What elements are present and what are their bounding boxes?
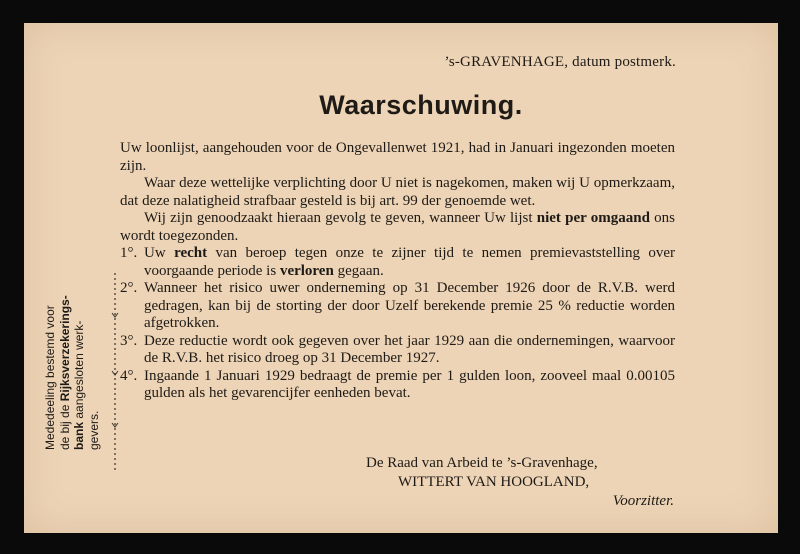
paragraph-3-bold: niet per omgaand xyxy=(536,210,650,226)
perforation-line xyxy=(111,273,119,471)
paragraph-1: Uw loonlijst, aangehouden voor de Ongevallenwet 1921, had in Januari ingezonden moeten zijn. xyxy=(120,140,675,174)
side-note-line-3 xyxy=(72,280,87,450)
list-item xyxy=(120,245,675,280)
side-note-line-2 xyxy=(58,280,73,450)
list-item-text: Ingaande 1 Januari 1929 bedraagt de premie per 1 gulden loon, zooveel maal 0.00105 gulden als het gevarencijfer eenheden bevat. xyxy=(144,367,675,401)
paragraph-3-text: Wij zijn genoodzaakt hieraan gevolg te geven, wanneer Uw lijst xyxy=(144,210,537,226)
notice-title: Waarschuwing. xyxy=(319,90,523,120)
side-note xyxy=(43,280,113,450)
paragraph-3 xyxy=(120,210,675,245)
signature-role: Voorzitter. xyxy=(612,493,674,509)
list-item-text-part: gegaan. xyxy=(333,262,384,279)
notice-card xyxy=(24,23,778,533)
list-item-number: 3°. xyxy=(120,332,138,349)
side-note-line-4: gevers. xyxy=(86,410,101,450)
list-item-number: 1°. xyxy=(120,245,138,261)
signature-organisation: De Raad van Arbeid te ’s-Gravenhage, xyxy=(366,455,598,471)
list-item-number: 4°. xyxy=(120,367,138,384)
list-item xyxy=(120,333,675,368)
side-note-text: de bij de xyxy=(57,401,72,450)
side-note-bold: Rijksverzekerings- xyxy=(57,295,72,402)
side-note-text: aangesloten werk- xyxy=(72,320,86,422)
list-item-text-part: Uw xyxy=(144,245,175,261)
list-item xyxy=(120,280,675,333)
paragraph-3-text: ons wordt toegezonden. xyxy=(120,210,675,244)
signature-name: WITTERT VAN HOOGLAND, xyxy=(398,474,590,490)
side-note-bold: bank xyxy=(72,421,86,450)
signature-block xyxy=(354,454,674,511)
list-item xyxy=(120,368,675,403)
postmark-text: ’s-GRAVENHAGE, datum postmerk. xyxy=(444,54,676,70)
list-item-text xyxy=(144,245,675,280)
list-item-bold: recht xyxy=(174,245,208,261)
list-item-bold: verloren xyxy=(279,262,334,279)
notice-body xyxy=(120,140,675,403)
list-item-text-part: van beroep tegen onze te zijner tijd te nemen premievaststelling over voorgaande periode is xyxy=(144,245,675,279)
side-note-line-1: Mededeeling bestemd voor xyxy=(43,305,57,450)
list-item-number: 2°. xyxy=(120,280,138,296)
list-item-text: Wanneer het risico uwer onderneming op 31 December 1926 door de R.V.B. werd gedragen, kan bij de storting der door Uzelf berekende premie 25 % reductie worden afgetrokken. xyxy=(144,280,675,331)
list-item-text: Deze reductie wordt ook gegeven over het jaar 1929 aan die ondernemingen, waarvoor de R.V.B. het risico droeg op 31 December 1927. xyxy=(144,332,675,366)
paragraph-2: Waar deze wettelijke verplichting door U niet is nagekomen, maken wij U opmerkzaam, dat deze nalatigheid strafbaar gesteld is bij art. 99 der genoemde wet. xyxy=(120,175,675,209)
